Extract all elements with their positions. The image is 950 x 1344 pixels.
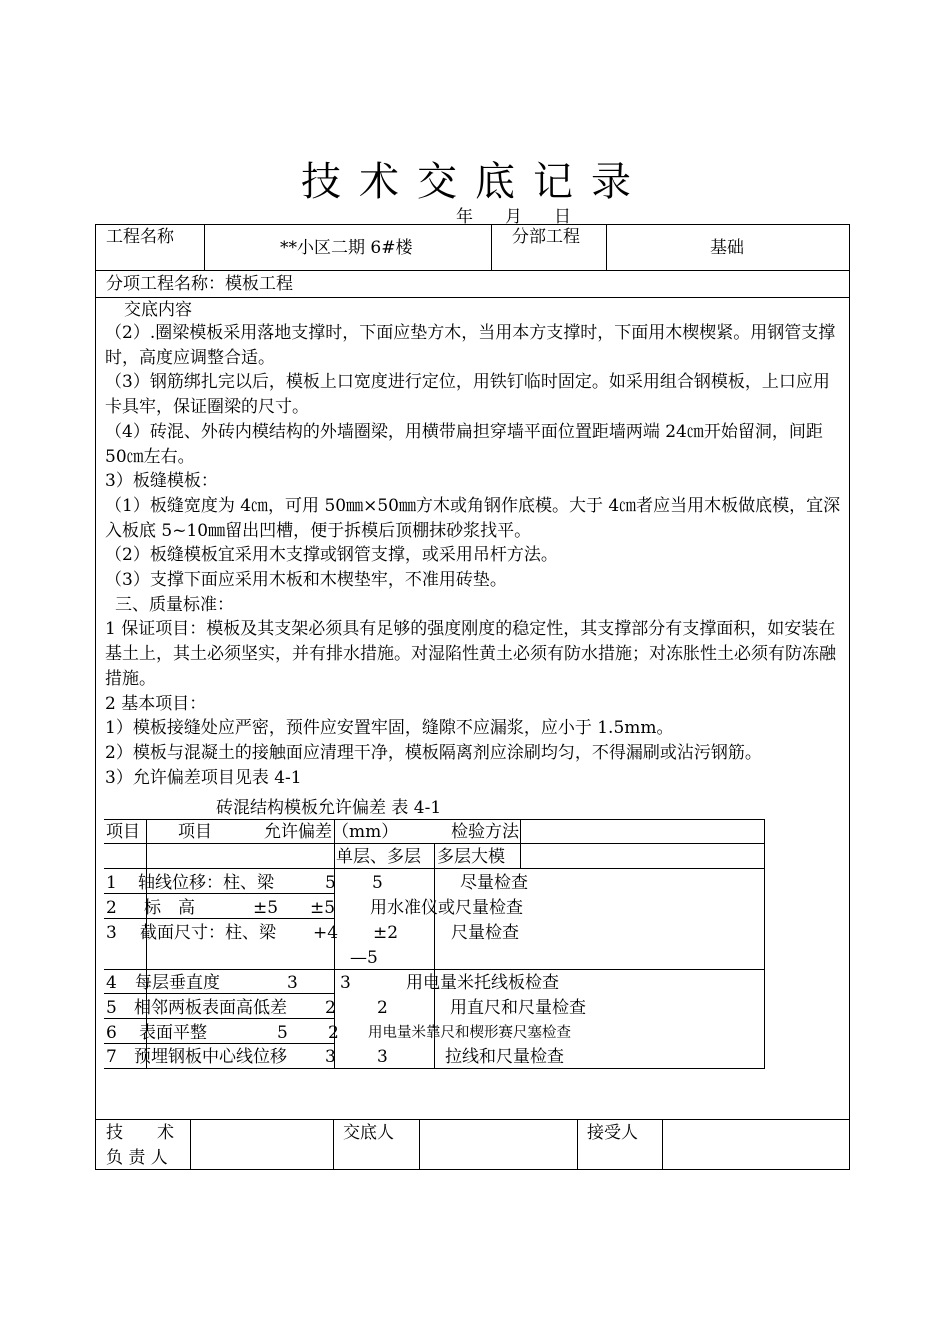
divider	[95, 297, 850, 298]
divider	[204, 224, 205, 270]
tech-lead-label: 负 责 人	[106, 1148, 168, 1168]
division-label: 分部工程	[512, 227, 580, 247]
table-cell: ±5	[253, 898, 279, 918]
table-line	[764, 819, 765, 1068]
table-cell: 相邻两板表面高低差	[134, 998, 287, 1018]
divider	[333, 1119, 334, 1170]
divider	[606, 224, 607, 270]
table-caption: 砖混结构模板允许偏差 表 4-1	[216, 798, 442, 818]
table-cell: 用电量米托线板检查	[406, 973, 559, 993]
divider	[577, 1119, 578, 1170]
table-cell: 7	[106, 1047, 117, 1067]
table-cell: 尽量检查	[460, 873, 528, 893]
table-cell: 2	[106, 898, 117, 918]
table-header: 允许偏差（mm）	[264, 822, 399, 842]
paragraph: 2 基本项目：	[105, 693, 207, 714]
division-value: 基础	[710, 238, 744, 258]
date-day: 日	[554, 207, 571, 227]
table-cell: 标 高	[144, 898, 195, 918]
paragraph: 3）允许偏差项目见表 4-1	[105, 767, 302, 788]
table-cell: +4	[313, 923, 339, 943]
underline	[104, 1043, 334, 1044]
tech-lead-label: 技 术	[106, 1123, 174, 1143]
table-line	[104, 819, 765, 820]
table-cell: 5	[277, 1023, 288, 1043]
table-cell: 用电量米靠尺和楔形赛尺塞检查	[368, 1025, 571, 1041]
table-cell: ±2	[373, 923, 399, 943]
table-subheader: 多层大模	[437, 847, 505, 867]
paragraph: 三、质量标准：	[115, 594, 234, 615]
table-cell: 拉线和尺量检查	[445, 1047, 564, 1067]
underline	[104, 993, 334, 994]
underline	[104, 1018, 334, 1019]
table-cell: 用水准仪或尺量检查	[370, 898, 523, 918]
table-cell: 3	[340, 973, 351, 993]
content-body	[105, 321, 845, 790]
paragraph: （4）砖混、外砖内模结构的外墙圈梁，用横带扁担穿墙平面位置距墙两端 24㎝开始留洞，间距 50㎝左右。	[105, 421, 823, 467]
paragraph: 2）模板与混凝土的接触面应清理干净，模板隔离剂应涂刷均匀，不得漏刷或沾污钢筋。	[105, 742, 762, 763]
paragraph: （2）.圈梁模板采用落地支撑时，下面应垫方木，当用本方支撑时，下面用木楔楔紧。用钢管支撑时，高度应调整合适。	[105, 323, 836, 368]
divider	[491, 224, 492, 270]
paragraph: （2）板缝模板宜采用木支撑或钢管支撑，或采用吊杆方法。	[105, 545, 558, 566]
table-cell: 6	[106, 1023, 117, 1043]
presenter-label: 交底人	[343, 1123, 394, 1143]
table-cell: 3	[106, 923, 117, 943]
project-name-value: **小区二期 6#楼	[280, 238, 413, 258]
table-cell: 3	[325, 1047, 336, 1067]
table-cell: 3	[377, 1047, 388, 1067]
table-cell: —5	[350, 948, 378, 968]
table-cell: 预埋钢板中心线位移	[134, 1047, 287, 1067]
divider	[662, 1119, 663, 1170]
table-header: 检验方法	[451, 822, 519, 842]
divider	[419, 1119, 420, 1170]
content-heading: 交底内容	[124, 300, 192, 320]
table-cell: 轴线位移：柱、梁	[138, 873, 274, 893]
table-cell: 2	[377, 998, 388, 1018]
table-cell: 3	[287, 973, 298, 993]
underline	[104, 893, 334, 894]
table-cell: 4	[106, 973, 117, 993]
table-cell: 截面尺寸：柱、梁	[140, 923, 276, 943]
table-cell: ±5	[310, 898, 336, 918]
project-name-label: 工程名称	[106, 227, 174, 247]
divider	[190, 1119, 191, 1170]
paragraph: （3）钢筋绑扎完以后，模板上口宽度进行定位，用铁钉临时固定。如采用组合钢模板，上口应用卡具牢，保证圈梁的尺寸。	[105, 372, 830, 418]
table-header: 项目	[178, 822, 212, 842]
table-cell: 用直尺和尺量检查	[450, 998, 586, 1018]
table-cell: 5	[106, 998, 117, 1018]
paragraph: 3）板缝模板：	[105, 471, 218, 492]
table-cell: 2	[325, 998, 336, 1018]
divider	[95, 1119, 850, 1120]
table-cell: 每层垂直度	[135, 973, 220, 993]
table-cell: 1	[106, 873, 117, 893]
underline	[104, 918, 334, 919]
date-year: 年	[456, 207, 473, 227]
page-title: 技术交底记录	[301, 159, 649, 205]
paragraph: 1）模板接缝处应严密，预件应安置牢固，缝隙不应漏浆，应小于 1.5mm。	[105, 718, 674, 739]
paragraph: （3）支撑下面应采用木板和木楔垫牢，不准用砖垫。	[105, 570, 507, 591]
table-cell: 2	[328, 1023, 339, 1043]
paragraph: （1）板缝宽度为 4㎝，可用 50㎜×50㎜方木或角钢作底模。大于 4㎝者应当用木板做底模，宜深入板底 5~10㎜留出凹槽，便于拆模后顶棚抹砂浆找平。	[105, 495, 841, 541]
divider	[95, 270, 850, 271]
table-cell: 5	[372, 873, 383, 893]
table-header: 项目	[106, 822, 140, 842]
paragraph: 1 保证项目：模板及其支架必须具有足够的强度刚度的稳定性，其支撑部分有支撑面积，如安装在基土上，其土必须坚实，并有排水措施。对湿陷性黄土必须有防水措施；对冻胀性土必须有防冻融措施。	[105, 619, 836, 689]
table-cell: 表面平整	[139, 1023, 207, 1043]
date-month: 月	[505, 207, 522, 227]
receiver-label: 接受人	[587, 1123, 638, 1143]
table-subheader: 单层、多层	[336, 847, 421, 867]
table-cell: 5	[325, 873, 336, 893]
table-line	[520, 819, 521, 868]
table-line	[104, 1068, 765, 1069]
subitem-name: 分项工程名称：模板工程	[106, 274, 293, 294]
table-cell: 尺量检查	[451, 923, 519, 943]
